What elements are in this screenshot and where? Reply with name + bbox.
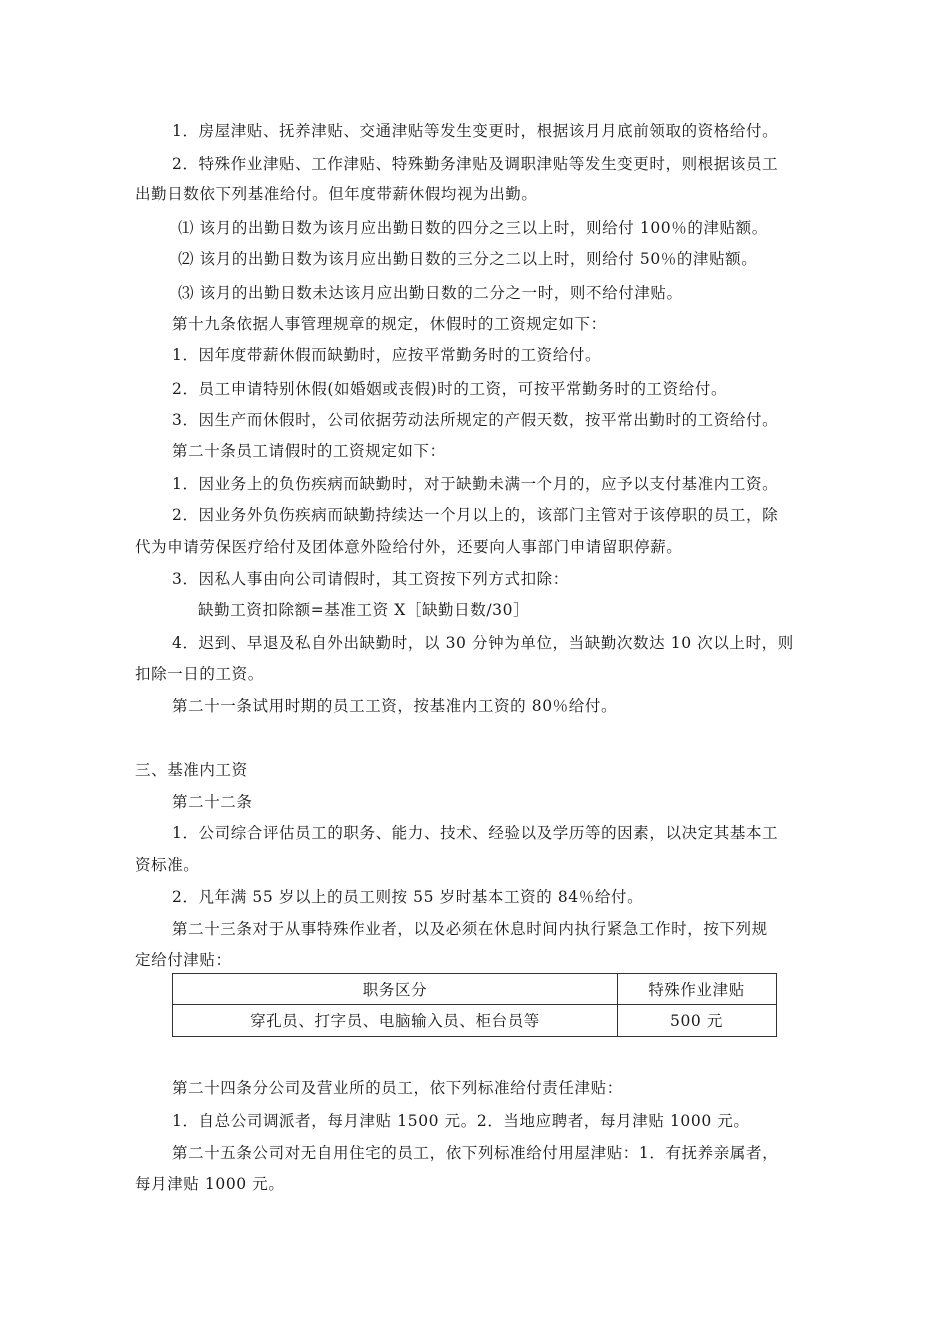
list-item: ⑵ 该月的出勤日数为该月应出勤日数的三分之二以上时，则给付 50％的津贴额。: [178, 250, 758, 268]
paragraph-line: 2．员工申请特别休假(如婚姻或丧假)时的工资，可按平常勤务时的工资给付。: [172, 380, 728, 398]
paragraph-line: 3．因私人事由向公司请假时，其工资按下列方式扣除：: [172, 570, 569, 588]
paragraph-line: 2．凡年满 55 岁以上的员工则按 55 岁时基本工资的 84％给付。: [172, 888, 644, 906]
article-heading: 第二十四条分公司及营业所的员工，依下列标准给付责任津贴：: [172, 1079, 623, 1097]
paragraph-line: 定给付津贴：: [135, 951, 232, 969]
paragraph-line: 出勤日数依下列基准给付。但年度带薪休假均视为出勤。: [135, 185, 538, 203]
paragraph-line: 2．特殊作业津贴、工作津贴、特殊勤务津贴及调职津贴等发生变更时，则根据该员工: [172, 155, 779, 173]
paragraph-line: 扣除一日的工资。: [135, 665, 264, 683]
paragraph-line: 1．公司综合评估员工的职务、能力、技术、经验以及学历等的因素，以决定其基本工: [172, 824, 779, 842]
table-divider: [173, 1004, 776, 1005]
article-heading: 第二十三条对于从事特殊作业者，以及必须在休息时间内执行紧急工作时，按下列规: [172, 920, 768, 938]
allowance-table: [172, 973, 777, 1037]
paragraph-line: 每月津贴 1000 元。: [135, 1175, 285, 1193]
paragraph-line: 1．自总公司调派者，每月津贴 1500 元。2．当地应聘者，每月津贴 1000 元。: [172, 1112, 750, 1130]
paragraph-line: 2．因业务外负伤疾病而缺勤持续达一个月以上的，该部门主管对于该停职的员工，除: [172, 506, 779, 524]
paragraph-line: 4．迟到、早退及私自外出缺勤时，以 30 分钟为单位，当缺勤次数达 10 次以上时，则: [172, 634, 794, 652]
article-heading: 第二十五条公司对无自用住宅的员工，依下列标准给付用屋津贴：1．有抚养亲属者，: [172, 1144, 779, 1162]
table-header-cell: 职务区分: [362, 981, 428, 999]
paragraph-line: 1．因业务上的负伤疾病而缺勤时，对于缺勤未满一个月的，应予以支付基准内工资。: [172, 475, 779, 493]
paragraph-line: 资标准。: [135, 856, 200, 874]
paragraph-line: 1．房屋津贴、抚养津贴、交通津贴等发生变更时，根据该月月底前领取的资格给付。: [172, 122, 779, 140]
list-item: ⑴ 该月的出勤日数为该月应出勤日数的四分之三以上时，则给付 100％的津贴额。: [178, 219, 768, 237]
paragraph-line: 1．因年度带薪休假而缺勤时，应按平常勤务时的工资给付。: [172, 346, 602, 364]
table-cell: 穿孔员、打字员、电脑输入员、柜台员等: [250, 1012, 540, 1030]
section-heading: 三、基准内工资: [135, 761, 248, 779]
table-cell: 500 元: [669, 1012, 723, 1030]
article-heading: 第二十条员工请假时的工资规定如下：: [172, 442, 446, 460]
list-item: ⑶ 该月的出勤日数未达该月应出勤日数的二分之一时，则不给付津贴。: [178, 284, 683, 302]
table-header-cell: 特殊作业津贴: [648, 981, 745, 999]
formula-line: 缺勤工资扣除额=基准工资 X［缺勤日数/30］: [198, 601, 530, 619]
article-heading: 第十九条依据人事管理规章的规定，休假时的工资规定如下：: [172, 315, 607, 333]
paragraph-line: 代为申请劳保医疗给付及团体意外险给付外，还要向人事部门申请留职停薪。: [135, 538, 683, 556]
article-heading: 第二十一条试用时期的员工工资，按基准内工资的 80％给付。: [172, 697, 618, 715]
paragraph-line: 3．因生产而休假时，公司依据劳动法所规定的产假天数，按平常出勤时的工资给付。: [172, 411, 779, 429]
article-heading: 第二十二条: [172, 793, 253, 811]
